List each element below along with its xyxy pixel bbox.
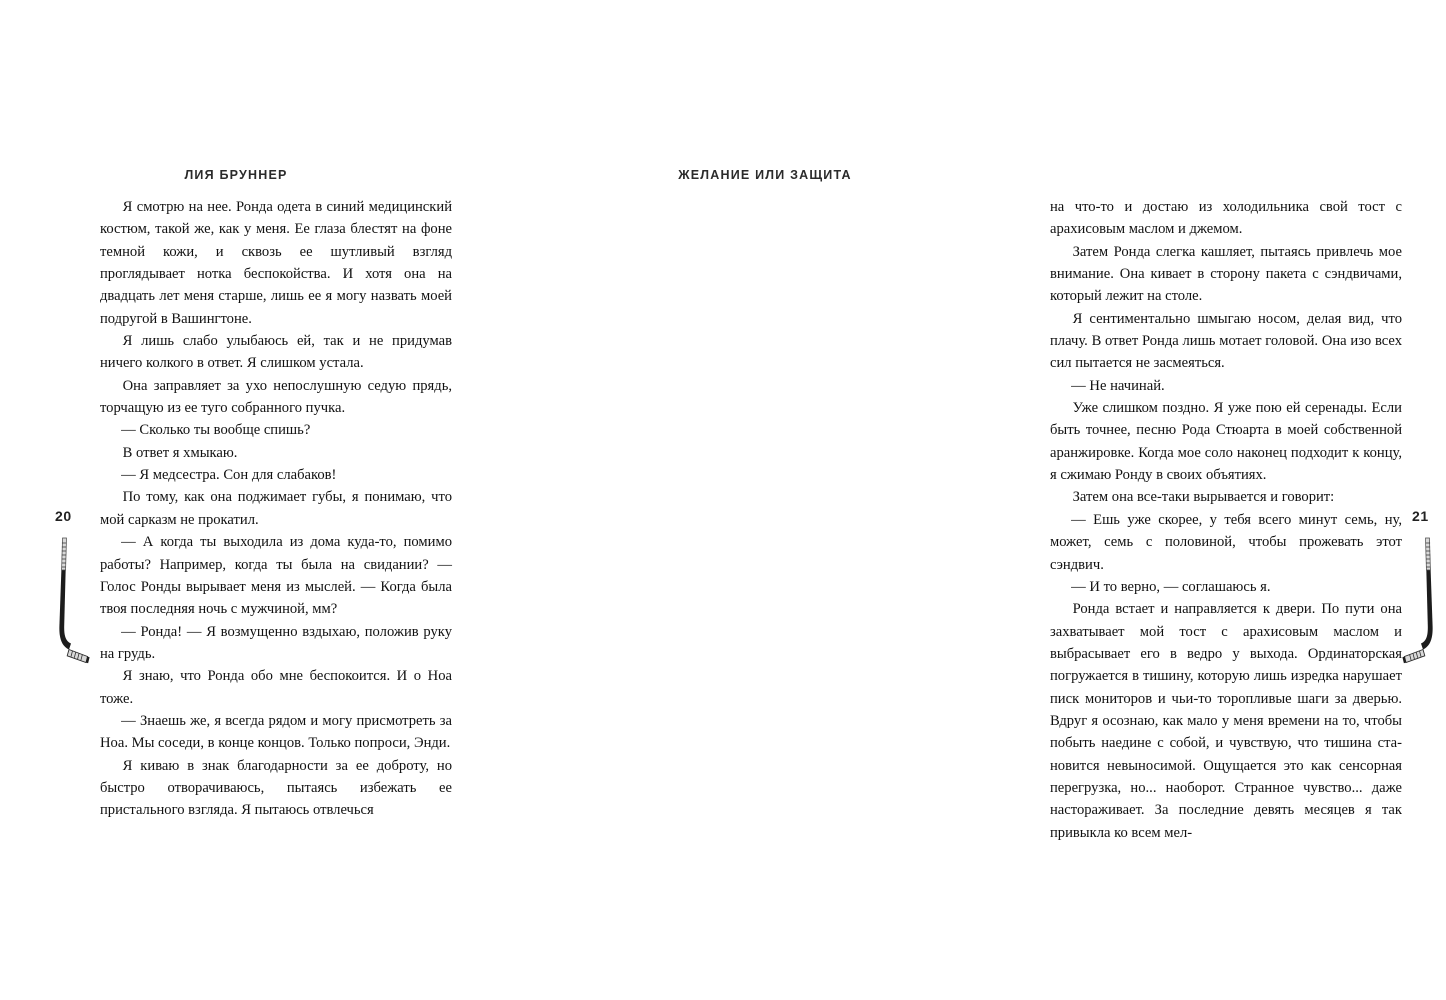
paragraph: В ответ я хмыкаю. [122,444,238,461]
page-number-left: 20 [55,508,72,524]
paragraph-dialog: — А когда ты выходила из дома куда-то, помимо работы? Например, когда ты была на свидании? — Голос Ронды вырывает меня из мыслей. — Когда была твоя последняя ночь с мужчиной, мм? [100,534,452,618]
hockey-stick-ornament-left [46,530,92,665]
body-text-left [100,196,452,822]
running-head-title: ЖЕЛАНИЕ ИЛИ ЗАЩИТА [678,168,852,182]
page-left [0,0,500,1000]
paragraph: Уже слишком поздно. Я уже пою ей серенады. Если быть точнее, песню Рода Стюарта в моей собственной аранжировке. Когда мое соло наконец подходит к концу, я сжимаю Ронду в своих объятиях. [1050,400,1402,484]
paragraph: Затем Ронда слегка кашляет, пытаясь привлечь мое внимание. Она кивает в сторону пакета с сэндвичами, который лежит на столе. [1050,243,1402,305]
paragraph-dialog: — Знаешь же, я всегда рядом и могу присмотреть за Ноа. Мы соседи, в конце концов. Только попроси, Энди. [100,712,452,752]
paragraph: Она заправляет за ухо непослушную седую прядь, торчащую из ее туго собранного пучка. [100,377,452,417]
running-head-author: ЛИЯ БРУННЕР [184,168,288,182]
paragraph: Я лишь слабо улыбаюсь ей, так и не придумав ничего колкого в ответ. Я слишком устала. [100,333,452,372]
paragraph: Я киваю в знак благодарности за ее доброту, но быстро отворачиваюсь, пытаясь избежать ее пристального взгляда. Я пытаюсь отвлечься [100,757,452,819]
paragraph: Я знаю, что Ронда обо мне беспокоится. И о Ноа тоже. [100,668,452,707]
hockey-stick-icon [46,530,92,665]
body-text-right [1050,196,1402,844]
page-right [500,0,1429,1000]
paragraph-dialog: — Ешь уже скорее, у тебя всего минут семь, ну, может, семь с половиной, чтобы прожевать этот сэндвич. [1050,511,1402,573]
paragraph: Ронда встает и направляется к двери. По пути она захватывает мой тост с арахисовым маслом и выбрасывает его в ведро у выхода. Ординаторская погружается в тишину, которую лишь изредка нарушает писк мониторов и чьи-то торопливые шаги за дверью. Вдруг я осознаю, как мало у меня времени на то, чтобы побыть наедине с собой, и чувствую, что тишина становится невыносимой. Ощущается это как сенсорная перегрузка, но... наоборот. Странное чувство... даже настораживает. За последние девять месяцев я так привыкла ко всем мел- [1050,601,1402,841]
paragraph-dialog: — Не начинай. [1071,377,1165,394]
paragraph: Я смотрю на нее. Ронда одета в синий медицинский костюм, такой же, как у меня. Ее глаза блестят на фоне темной кожи, и сквозь ее шутливый взгляд проглядывает нотка беспокойства. И хотя она на двадцать лет меня старше, лишь ее я могу назвать моей подругой в Вашингтоне. [100,199,452,327]
paragraph: Затем она все-таки вырывается и говорит: [1072,489,1335,506]
paragraph-continued: на что-то и достаю из холодильника свой тост с арахисовым маслом и джемом. [1050,199,1402,238]
paragraph-dialog: — Сколько ты вообще спишь? [121,422,311,439]
paragraph: По тому, как она поджимает губы, я понимаю, что мой сарказм не прокатил. [100,489,452,528]
paragraph: Я сентиментально шмыгаю носом, делая вид, что плачу. В ответ Ронда лишь мотает головой. Она изо всех сил пытается не засмеяться. [1050,310,1402,372]
hockey-stick-icon [1400,530,1446,665]
paragraph-dialog: — И то верно, — соглашаюсь я. [1071,578,1271,595]
hockey-stick-ornament-right [1400,530,1446,665]
paragraph-dialog: — Ронда! — Я возмущенно вздыхаю, положив руку на грудь. [100,623,452,662]
paragraph-dialog: — Я медсестра. Сон для слабаков! [121,467,337,484]
page-number-right: 21 [1412,508,1429,524]
